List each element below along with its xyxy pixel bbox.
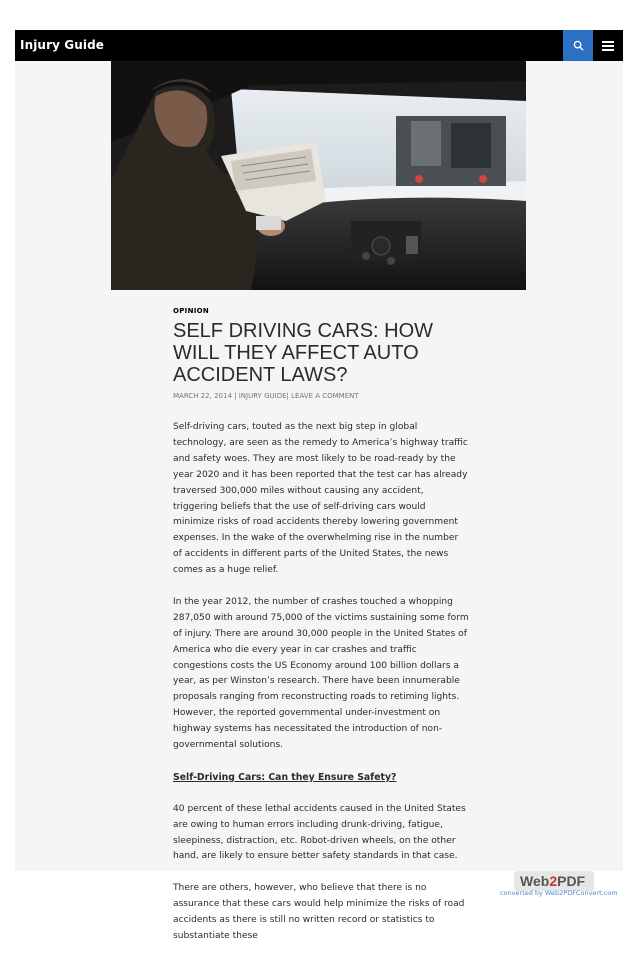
paragraph: 40 percent of these lethal accidents caused in the United States are owing to human errors including drunk-driving, fatigue, sleepiness, distraction, etc. Robot-driven wheels, on the other hand, are likely to ensure better safety standards in that case. <box>173 803 466 862</box>
category-link[interactable]: OPINION <box>173 307 210 315</box>
car-interior-photo <box>111 61 526 290</box>
web2pdf-logo <box>514 871 594 891</box>
top-bar <box>15 30 623 61</box>
paragraph: There are others, however, who believe that there is no assurance that these cars would help minimize the risks of road accidents as there is still no written record or statistics to substantiate these <box>173 883 465 941</box>
article-body <box>173 420 469 961</box>
paragraph: Self-driving cars, touted as the next big step in global technology, are seen as the remedy to America’s highway traffic and safety woes. They are most likely to be road-ready by the year 2020 and it has been reported that the test car has already traversed 300,000 miles without causing any accident, triggering beliefs that the use of self-driving cars would minimize risks of road accidents thereby lowering government expenses. In the wake of the overwhelming rise in the number of accidents in different parts of the United States, the news comes as a huge relief. <box>173 422 468 576</box>
site-title[interactable]: Injury Guide <box>20 38 105 52</box>
article-meta[interactable]: MARCH 22, 2014 | INJURY GUIDE| LEAVE A COMMENT <box>173 392 359 400</box>
section-heading: Self-Driving Cars: Can they Ensure Safety? <box>173 771 397 783</box>
featured-image <box>111 61 526 290</box>
menu-button[interactable] <box>593 30 623 61</box>
paragraph: In the year 2012, the number of crashes touched a whopping 287,050 with around 75,000 of the victims sustaining some form of injury. There are around 30,000 people in the United States of America who die every year in car crashes and traffic congestions costs the US Economy around 100 billion dollars a year, as per Winston’s research. There have been innumerable proposals ranging from reconstructing roads to retiming lights. However, the reported governmental under-investment on highway systems has necessitated the introduction of non-governmental solutions. <box>173 596 469 751</box>
hamburger-menu-icon <box>602 41 614 51</box>
svg-text:Web2PDF: Web2PDF <box>520 873 586 889</box>
article-title: SELF DRIVING CARS: HOW WILL THEY AFFECT AUTO ACCIDENT LAWS? <box>173 320 434 386</box>
search-button[interactable] <box>563 30 593 61</box>
converted-by-link[interactable]: converted by Web2PDFConvert.com <box>500 889 618 897</box>
search-icon <box>573 40 584 51</box>
